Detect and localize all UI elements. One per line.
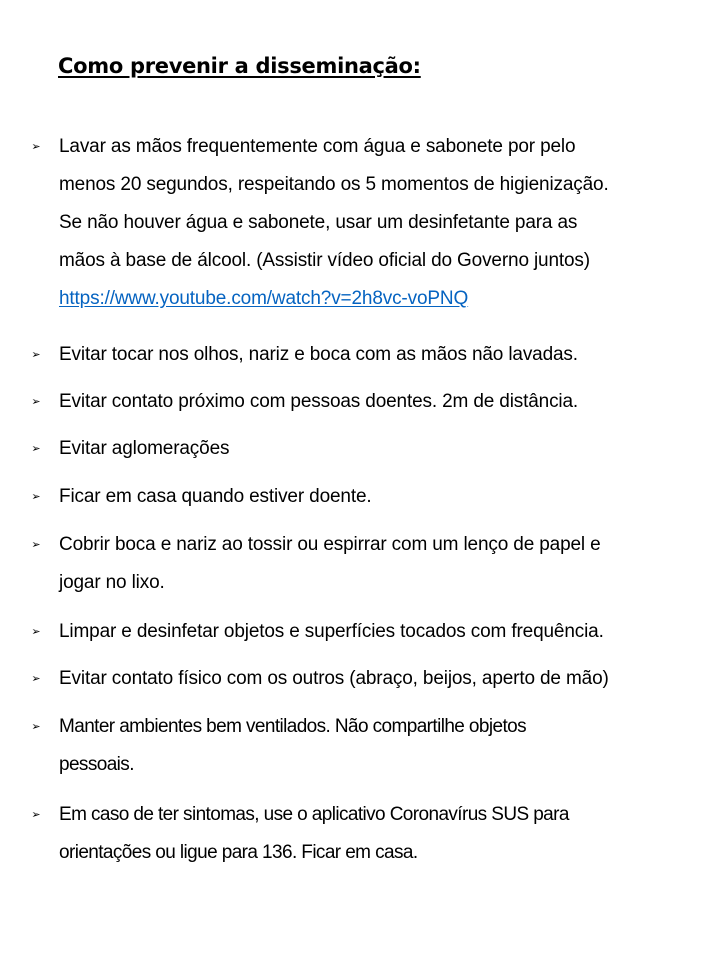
arrowhead-bullet-icon: ➢ — [31, 141, 41, 153]
list-item-line: mãos à base de álcool. (Assistir vídeo oficial do Governo juntos) — [59, 250, 590, 271]
arrowhead-bullet-icon: ➢ — [31, 396, 41, 408]
arrowhead-bullet-icon: ➢ — [31, 349, 41, 361]
list-item-text — [59, 796, 711, 872]
arrowhead-bullet-icon: ➢ — [31, 491, 41, 503]
list-item-line: Manter ambientes bem ventilados. Não compartilhe objetos — [59, 716, 526, 737]
list-item-text — [59, 660, 711, 698]
arrowhead-bullet-icon: ➢ — [31, 721, 41, 733]
list-item-text — [59, 526, 711, 602]
list-item-line: Limpar e desinfetar objetos e superfícies tocados com frequência. — [59, 621, 604, 642]
list-item-text — [59, 613, 711, 651]
arrowhead-bullet-icon: ➢ — [31, 539, 41, 551]
list-item-line: Em caso de ter sintomas, use o aplicativo Coronavírus SUS para — [59, 804, 569, 825]
list-item-line: Se não houver água e sabonete, usar um desinfetante para as — [59, 212, 578, 233]
list-item-line: pessoais. — [59, 754, 134, 775]
list-item-line: Ficar em casa quando estiver doente. — [59, 486, 372, 507]
list-item-line: Evitar aglomerações — [59, 438, 230, 459]
list-item-line: Cobrir boca e nariz ao tossir ou espirrar com um lenço de papel e — [59, 534, 601, 555]
arrowhead-bullet-icon: ➢ — [31, 673, 41, 685]
list-item-line: Evitar contato próximo com pessoas doentes. 2m de distância. — [59, 391, 579, 412]
list-item-line: Lavar as mãos frequentemente com água e sabonete por pelo — [59, 136, 576, 157]
arrowhead-bullet-icon: ➢ — [31, 443, 41, 455]
list-item-text — [59, 128, 711, 318]
list-item-line: jogar no lixo. — [59, 572, 165, 593]
list-item-text — [59, 336, 711, 374]
list-item-line: menos 20 segundos, respeitando os 5 momentos de higienização. — [59, 174, 609, 195]
arrowhead-bullet-icon: ➢ — [31, 626, 41, 638]
arrowhead-bullet-icon: ➢ — [31, 809, 41, 821]
list-item-line: Evitar tocar nos olhos, nariz e boca com as mãos não lavadas. — [59, 344, 578, 365]
list-item-text — [59, 478, 711, 516]
list-item-text — [59, 383, 711, 421]
list-item-text — [59, 708, 711, 784]
youtube-video-link[interactable]: https://www.youtube.com/watch?v=2h8vc-voPNQ — [59, 288, 469, 309]
list-item-text — [59, 430, 711, 468]
list-item-line: orientações ou ligue para 136. Ficar em casa. — [59, 842, 418, 863]
list-item-line: Evitar contato físico com os outros (abraço, beijos, aperto de mão) — [59, 668, 609, 689]
page-title: Como prevenir a disseminação: — [58, 54, 421, 78]
